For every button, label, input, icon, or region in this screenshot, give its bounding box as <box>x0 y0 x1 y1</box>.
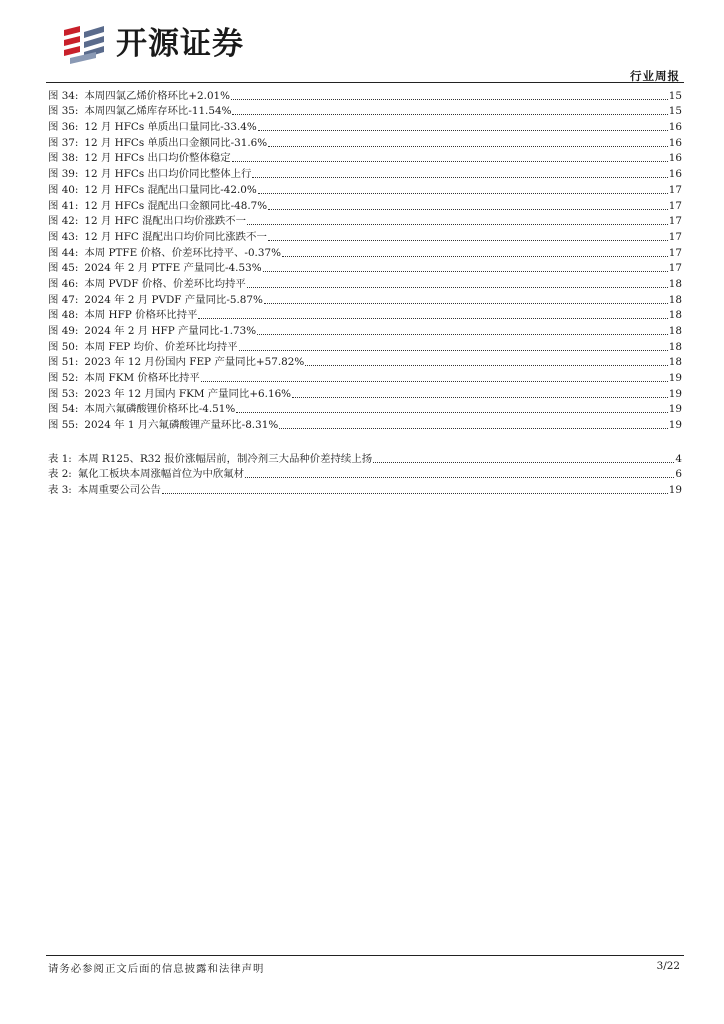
entry-label: 图 47: <box>48 293 79 306</box>
entry-label: 图 39: <box>48 168 79 181</box>
figure-toc-entry[interactable] <box>48 292 682 308</box>
figure-toc-entry[interactable] <box>48 355 682 371</box>
dot-leader <box>239 350 668 351</box>
entry-label: 表 1: <box>48 452 72 465</box>
logo-mark-icon <box>60 22 110 66</box>
entry-title: 2024 年 2 月 HFP 产量同比-1.73% <box>84 325 257 337</box>
entry-title: 12 月 HFCs 混配出口金额同比-48.7% <box>84 199 268 212</box>
table-toc-entry[interactable] <box>48 482 682 498</box>
entry-title: 本周重要公司公告 <box>77 484 161 497</box>
entry-page-number: 19 <box>668 403 682 416</box>
entry-label: 图 36: <box>48 121 79 134</box>
entry-title: 12 月 HFCs 单质出口金额同比-31.6% <box>84 136 268 149</box>
table-toc-entry[interactable] <box>48 451 682 467</box>
entry-page-number: 16 <box>668 136 682 149</box>
dot-leader <box>198 318 667 319</box>
entry-page-number: 16 <box>668 168 682 181</box>
entry-label: 表 2: <box>48 468 72 481</box>
figure-toc-entry[interactable] <box>48 386 682 402</box>
entry-title: 12 月 HFCs 出口均价同比整体上行 <box>84 168 252 181</box>
dot-leader <box>268 240 668 241</box>
entry-label: 图 35: <box>48 105 79 118</box>
figure-toc-entry[interactable] <box>48 104 682 120</box>
figure-toc-entry[interactable] <box>48 370 682 386</box>
entry-page-number: 17 <box>668 183 682 196</box>
entry-label: 图 49: <box>48 325 79 337</box>
dot-leader <box>282 256 668 257</box>
dot-leader <box>305 365 668 366</box>
entry-title: 2024 年 2 月 PTFE 产量同比-4.53% <box>84 262 262 275</box>
figure-toc-entry[interactable] <box>48 229 682 245</box>
dot-leader <box>268 209 668 210</box>
report-type-label: 行业周报 <box>630 69 680 83</box>
entry-label: 图 34: <box>48 89 79 102</box>
entry-title: 本周六氟磷酸锂价格环比-4.51% <box>84 403 236 416</box>
entry-title: 2023 年 12 月份国内 FEP 产量同比+57.82% <box>84 356 305 369</box>
entry-page-number: 6 <box>675 468 682 481</box>
entry-title: 12 月 HFC 混配出口均价涨跌不一 <box>84 215 247 228</box>
entry-title: 本周四氯乙烯库存环比-11.54% <box>84 105 232 118</box>
entry-label: 图 52: <box>48 372 79 385</box>
entry-page-number: 19 <box>668 419 682 432</box>
brand-name: 开源证券 <box>116 26 244 62</box>
entry-title: 本周 HFP 价格环比持平 <box>84 309 198 322</box>
entry-title: 2024 年 1 月六氟磷酸锂产量环比-8.31% <box>84 419 279 432</box>
entry-page-number: 18 <box>668 325 682 337</box>
dot-leader <box>245 477 674 478</box>
entry-title: 2024 年 2 月 PVDF 产量同比-5.87% <box>84 293 263 306</box>
dot-leader <box>258 193 668 194</box>
figure-toc-entry[interactable] <box>48 402 682 418</box>
entry-page-number: 17 <box>668 199 682 212</box>
figure-toc-entry[interactable] <box>48 198 682 214</box>
entry-title: 12 月 HFCs 单质出口量同比-33.4% <box>84 121 257 134</box>
figure-toc-entry[interactable] <box>48 308 682 324</box>
figure-toc-entry[interactable] <box>48 182 682 198</box>
entry-page-number: 17 <box>668 215 682 228</box>
entry-label: 图 42: <box>48 215 79 228</box>
dot-leader <box>279 428 668 429</box>
entry-label: 图 37: <box>48 136 79 149</box>
figure-list <box>48 88 682 433</box>
figure-toc-entry[interactable] <box>48 417 682 433</box>
footer-divider <box>46 955 684 956</box>
entry-title: 12 月 HFCs 出口均价整体稳定 <box>84 152 231 165</box>
header-divider <box>46 82 684 83</box>
entry-label: 图 50: <box>48 340 79 353</box>
entry-label: 图 48: <box>48 309 79 322</box>
page-indicator: 3/22 <box>656 960 680 972</box>
entry-title: 本周 PVDF 价格、价差环比均持平 <box>84 277 246 290</box>
entry-page-number: 19 <box>668 387 682 400</box>
entry-page-number: 19 <box>668 484 682 497</box>
figure-toc-entry[interactable] <box>48 261 682 277</box>
entry-page-number: 18 <box>668 293 682 306</box>
table-toc-entry[interactable] <box>48 467 682 483</box>
entry-page-number: 18 <box>668 356 682 369</box>
entry-title: 本周四氯乙烯价格环比+2.01% <box>84 89 231 102</box>
entry-page-number: 16 <box>668 121 682 134</box>
dot-leader <box>258 130 668 131</box>
dot-leader <box>236 412 668 413</box>
entry-title: 本周 FKM 价格环比持平 <box>84 372 200 385</box>
entry-title: 氟化工板块本周涨幅首位为中欣氟材 <box>77 468 245 481</box>
disclaimer-text: 请务必参阅正文后面的信息披露和法律声明 <box>48 963 265 975</box>
entry-page-number: 17 <box>668 230 682 243</box>
dot-leader <box>247 224 668 225</box>
entry-title: 12 月 HFCs 混配出口量同比-42.0% <box>84 183 257 196</box>
dot-leader <box>232 161 668 162</box>
entry-label: 图 44: <box>48 246 79 259</box>
dot-leader <box>252 177 667 178</box>
entry-label: 图 51: <box>48 356 79 369</box>
entry-label: 图 54: <box>48 403 79 416</box>
figure-toc-entry[interactable] <box>48 88 682 104</box>
entry-page-number: 16 <box>668 152 682 165</box>
dot-leader <box>232 114 667 115</box>
entry-label: 图 38: <box>48 152 79 165</box>
dot-leader <box>231 99 668 100</box>
dot-leader <box>268 146 668 147</box>
entry-label: 图 41: <box>48 199 79 212</box>
entry-title: 本周 FEP 均价、价差环比均持平 <box>84 340 238 353</box>
figure-toc-entry[interactable] <box>48 151 682 167</box>
dot-leader <box>373 462 674 463</box>
entry-page-number: 18 <box>668 309 682 322</box>
dot-leader <box>247 287 668 288</box>
figure-toc-entry[interactable] <box>48 119 682 135</box>
figure-toc-entry[interactable] <box>48 245 682 261</box>
dot-leader <box>162 493 668 494</box>
entry-page-number: 18 <box>668 277 682 290</box>
dot-leader <box>264 303 668 304</box>
dot-leader <box>263 271 668 272</box>
entry-page-number: 17 <box>668 262 682 275</box>
figure-toc-entry[interactable] <box>48 214 682 230</box>
entry-label: 图 43: <box>48 230 79 243</box>
dot-leader <box>292 397 668 398</box>
entry-label: 表 3: <box>48 484 72 497</box>
figure-toc-entry[interactable] <box>48 166 682 182</box>
entry-page-number: 15 <box>668 89 682 102</box>
figure-toc-entry[interactable] <box>48 323 682 339</box>
entry-label: 图 46: <box>48 277 79 290</box>
entry-page-number: 4 <box>675 452 682 465</box>
figure-toc-entry[interactable] <box>48 135 682 151</box>
entry-title: 本周 R125、R32 报价涨幅居前，制冷剂三大品种价差持续上扬 <box>77 452 373 465</box>
entry-label: 图 53: <box>48 387 79 400</box>
figure-toc-entry[interactable] <box>48 276 682 292</box>
entry-page-number: 15 <box>668 105 682 118</box>
entry-title: 12 月 HFC 混配出口均价同比涨跌不一 <box>84 230 267 243</box>
entry-label: 图 40: <box>48 183 79 196</box>
entry-title: 本周 PTFE 价格、价差环比持平、-0.37% <box>84 246 281 259</box>
entry-page-number: 18 <box>668 340 682 353</box>
entry-label: 图 55: <box>48 419 79 432</box>
entry-page-number: 19 <box>668 372 682 385</box>
dot-leader <box>201 381 668 382</box>
entry-label: 图 45: <box>48 262 79 275</box>
entry-page-number: 17 <box>668 246 682 259</box>
company-logo <box>60 22 244 66</box>
figure-toc-entry[interactable] <box>48 339 682 355</box>
entry-title: 2023 年 12 月国内 FKM 产量同比+6.16% <box>84 387 292 400</box>
table-list <box>48 451 682 498</box>
dot-leader <box>257 334 668 335</box>
